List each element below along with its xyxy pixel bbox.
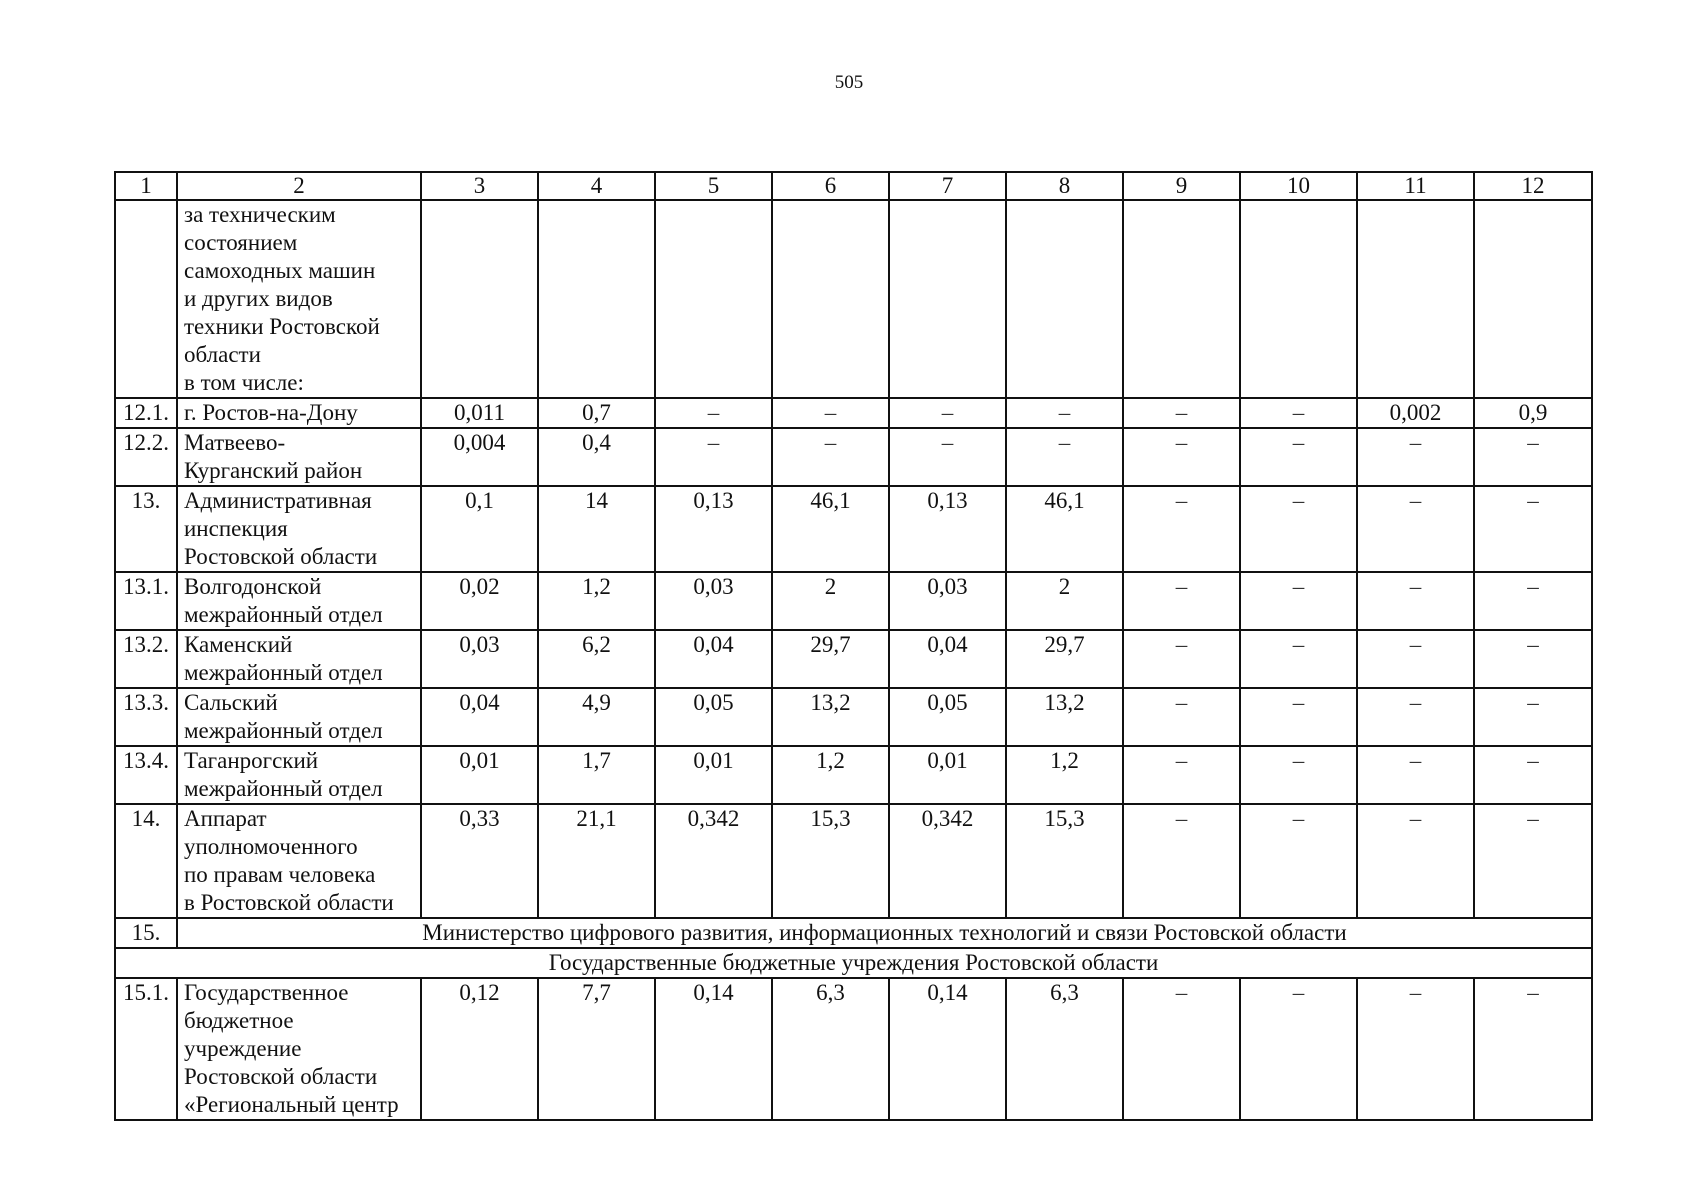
header-cell: 3 bbox=[421, 172, 538, 200]
row-name: Сальский межрайонный отдел bbox=[177, 688, 421, 746]
value-cell: 6,3 bbox=[1006, 978, 1123, 1120]
value-cell: – bbox=[1357, 572, 1474, 630]
value-cell: – bbox=[1357, 630, 1474, 688]
value-cell: – bbox=[1006, 428, 1123, 486]
value-cell: 2 bbox=[772, 572, 889, 630]
value-cell: – bbox=[655, 398, 772, 428]
table-row bbox=[115, 428, 1592, 486]
value-cell: 0,02 bbox=[421, 572, 538, 630]
value-cell: 0,14 bbox=[655, 978, 772, 1120]
header-cell: 7 bbox=[889, 172, 1006, 200]
value-cell: 13,2 bbox=[1006, 688, 1123, 746]
section-title: Министерство цифрового развития, информационных технологий и связи Ростовской области bbox=[177, 918, 1592, 948]
row-name: г. Ростов-на-Дону bbox=[177, 398, 421, 428]
value-cell: – bbox=[1357, 978, 1474, 1120]
value-cell bbox=[1123, 200, 1240, 398]
value-cell: 1,7 bbox=[538, 746, 655, 804]
value-cell: 0,4 bbox=[538, 428, 655, 486]
value-cell: – bbox=[655, 428, 772, 486]
subsection-title: Государственные бюджетные учреждения Ростовской области bbox=[115, 948, 1592, 978]
row-number: 15. bbox=[115, 918, 177, 948]
row-number: 14. bbox=[115, 804, 177, 918]
value-cell: 0,004 bbox=[421, 428, 538, 486]
row-number: 13.1. bbox=[115, 572, 177, 630]
row-number: 12.1. bbox=[115, 398, 177, 428]
value-cell: 1,2 bbox=[538, 572, 655, 630]
value-cell: – bbox=[1240, 978, 1357, 1120]
header-cell: 1 bbox=[115, 172, 177, 200]
value-cell: – bbox=[889, 398, 1006, 428]
row-name: Аппарат уполномоченного по правам человека в Ростовской области bbox=[177, 804, 421, 918]
header-cell: 10 bbox=[1240, 172, 1357, 200]
value-cell: 46,1 bbox=[1006, 486, 1123, 572]
header-cell: 9 bbox=[1123, 172, 1240, 200]
table-row bbox=[115, 688, 1592, 746]
value-cell: 0,9 bbox=[1474, 398, 1592, 428]
value-cell: – bbox=[1474, 746, 1592, 804]
header-cell: 11 bbox=[1357, 172, 1474, 200]
table-row bbox=[115, 804, 1592, 918]
value-cell: 0,04 bbox=[655, 630, 772, 688]
value-cell: – bbox=[1123, 572, 1240, 630]
header-cell: 5 bbox=[655, 172, 772, 200]
value-cell: 7,7 bbox=[538, 978, 655, 1120]
value-cell: – bbox=[1357, 746, 1474, 804]
value-cell bbox=[772, 200, 889, 398]
value-cell bbox=[1357, 200, 1474, 398]
header-row bbox=[115, 172, 1592, 200]
table-row bbox=[115, 978, 1592, 1120]
value-cell: – bbox=[772, 398, 889, 428]
value-cell: – bbox=[1240, 688, 1357, 746]
row-number: 13.4. bbox=[115, 746, 177, 804]
page-number: 505 bbox=[834, 72, 864, 93]
header-cell: 6 bbox=[772, 172, 889, 200]
value-cell: – bbox=[1240, 398, 1357, 428]
value-cell bbox=[421, 200, 538, 398]
value-cell: – bbox=[1474, 630, 1592, 688]
value-cell: – bbox=[1240, 572, 1357, 630]
value-cell: – bbox=[1123, 978, 1240, 1120]
value-cell: 0,05 bbox=[889, 688, 1006, 746]
value-cell: – bbox=[1474, 688, 1592, 746]
header-cell: 12 bbox=[1474, 172, 1592, 200]
value-cell: 2 bbox=[1006, 572, 1123, 630]
row-name: Государственное бюджетное учреждение Ростовской области «Региональный центр bbox=[177, 978, 421, 1120]
value-cell bbox=[655, 200, 772, 398]
value-cell: – bbox=[1123, 746, 1240, 804]
value-cell: 0,002 bbox=[1357, 398, 1474, 428]
table-row bbox=[115, 630, 1592, 688]
value-cell: – bbox=[1357, 804, 1474, 918]
value-cell: – bbox=[1474, 428, 1592, 486]
value-cell: 0,01 bbox=[655, 746, 772, 804]
value-cell: 0,01 bbox=[889, 746, 1006, 804]
value-cell: 0,04 bbox=[889, 630, 1006, 688]
value-cell bbox=[1240, 200, 1357, 398]
header-cell: 2 bbox=[177, 172, 421, 200]
value-cell: 0,05 bbox=[655, 688, 772, 746]
value-cell: – bbox=[1123, 630, 1240, 688]
value-cell: – bbox=[1006, 398, 1123, 428]
row-name: Волгодонской межрайонный отдел bbox=[177, 572, 421, 630]
value-cell: 0,03 bbox=[655, 572, 772, 630]
value-cell: 1,2 bbox=[772, 746, 889, 804]
value-cell: 0,342 bbox=[655, 804, 772, 918]
value-cell: – bbox=[1240, 428, 1357, 486]
value-cell: 0,13 bbox=[889, 486, 1006, 572]
value-cell: – bbox=[1123, 486, 1240, 572]
value-cell: – bbox=[1240, 746, 1357, 804]
value-cell: – bbox=[1474, 804, 1592, 918]
data-table bbox=[114, 171, 1593, 1121]
value-cell: 0,12 bbox=[421, 978, 538, 1120]
value-cell: – bbox=[1123, 398, 1240, 428]
row-name: за техническим состоянием самоходных машин и других видов техники Ростовской области в том числе: bbox=[177, 200, 421, 398]
value-cell: – bbox=[1474, 572, 1592, 630]
value-cell: 29,7 bbox=[1006, 630, 1123, 688]
value-cell: – bbox=[1474, 978, 1592, 1120]
row-number bbox=[115, 200, 177, 398]
value-cell: 0,14 bbox=[889, 978, 1006, 1120]
row-number: 15.1. bbox=[115, 978, 177, 1120]
value-cell: 4,9 bbox=[538, 688, 655, 746]
table-row bbox=[115, 746, 1592, 804]
value-cell: 1,2 bbox=[1006, 746, 1123, 804]
row-number: 12.2. bbox=[115, 428, 177, 486]
row-number: 13. bbox=[115, 486, 177, 572]
value-cell: 0,03 bbox=[421, 630, 538, 688]
row-name: Каменский межрайонный отдел bbox=[177, 630, 421, 688]
value-cell: 0,03 bbox=[889, 572, 1006, 630]
value-cell: – bbox=[889, 428, 1006, 486]
value-cell: – bbox=[1357, 428, 1474, 486]
value-cell: 29,7 bbox=[772, 630, 889, 688]
value-cell: 0,04 bbox=[421, 688, 538, 746]
value-cell: 0,7 bbox=[538, 398, 655, 428]
value-cell: – bbox=[1123, 688, 1240, 746]
subsection-row bbox=[115, 948, 1592, 978]
value-cell: 6,2 bbox=[538, 630, 655, 688]
value-cell: – bbox=[1474, 486, 1592, 572]
table-row bbox=[115, 200, 1592, 398]
table-row bbox=[115, 572, 1592, 630]
row-name: Матвеево- Курганский район bbox=[177, 428, 421, 486]
value-cell: – bbox=[1123, 428, 1240, 486]
value-cell: 15,3 bbox=[1006, 804, 1123, 918]
value-cell: – bbox=[772, 428, 889, 486]
row-number: 13.2. bbox=[115, 630, 177, 688]
value-cell: 0,1 bbox=[421, 486, 538, 572]
value-cell bbox=[1006, 200, 1123, 398]
value-cell: – bbox=[1240, 486, 1357, 572]
table-row bbox=[115, 398, 1592, 428]
value-cell: 13,2 bbox=[772, 688, 889, 746]
value-cell: 21,1 bbox=[538, 804, 655, 918]
value-cell: – bbox=[1123, 804, 1240, 918]
value-cell: 0,342 bbox=[889, 804, 1006, 918]
value-cell: 6,3 bbox=[772, 978, 889, 1120]
value-cell: 0,01 bbox=[421, 746, 538, 804]
value-cell: 0,33 bbox=[421, 804, 538, 918]
table-row bbox=[115, 486, 1592, 572]
row-name: Административная инспекция Ростовской области bbox=[177, 486, 421, 572]
header-cell: 4 bbox=[538, 172, 655, 200]
value-cell: – bbox=[1357, 688, 1474, 746]
value-cell: 0,13 bbox=[655, 486, 772, 572]
value-cell: 0,011 bbox=[421, 398, 538, 428]
value-cell: – bbox=[1240, 804, 1357, 918]
value-cell: 15,3 bbox=[772, 804, 889, 918]
header-cell: 8 bbox=[1006, 172, 1123, 200]
value-cell: – bbox=[1357, 486, 1474, 572]
section-row bbox=[115, 918, 1592, 948]
value-cell: 14 bbox=[538, 486, 655, 572]
value-cell bbox=[1474, 200, 1592, 398]
row-name: Таганрогский межрайонный отдел bbox=[177, 746, 421, 804]
row-number: 13.3. bbox=[115, 688, 177, 746]
value-cell: 46,1 bbox=[772, 486, 889, 572]
value-cell bbox=[889, 200, 1006, 398]
value-cell: – bbox=[1240, 630, 1357, 688]
value-cell bbox=[538, 200, 655, 398]
